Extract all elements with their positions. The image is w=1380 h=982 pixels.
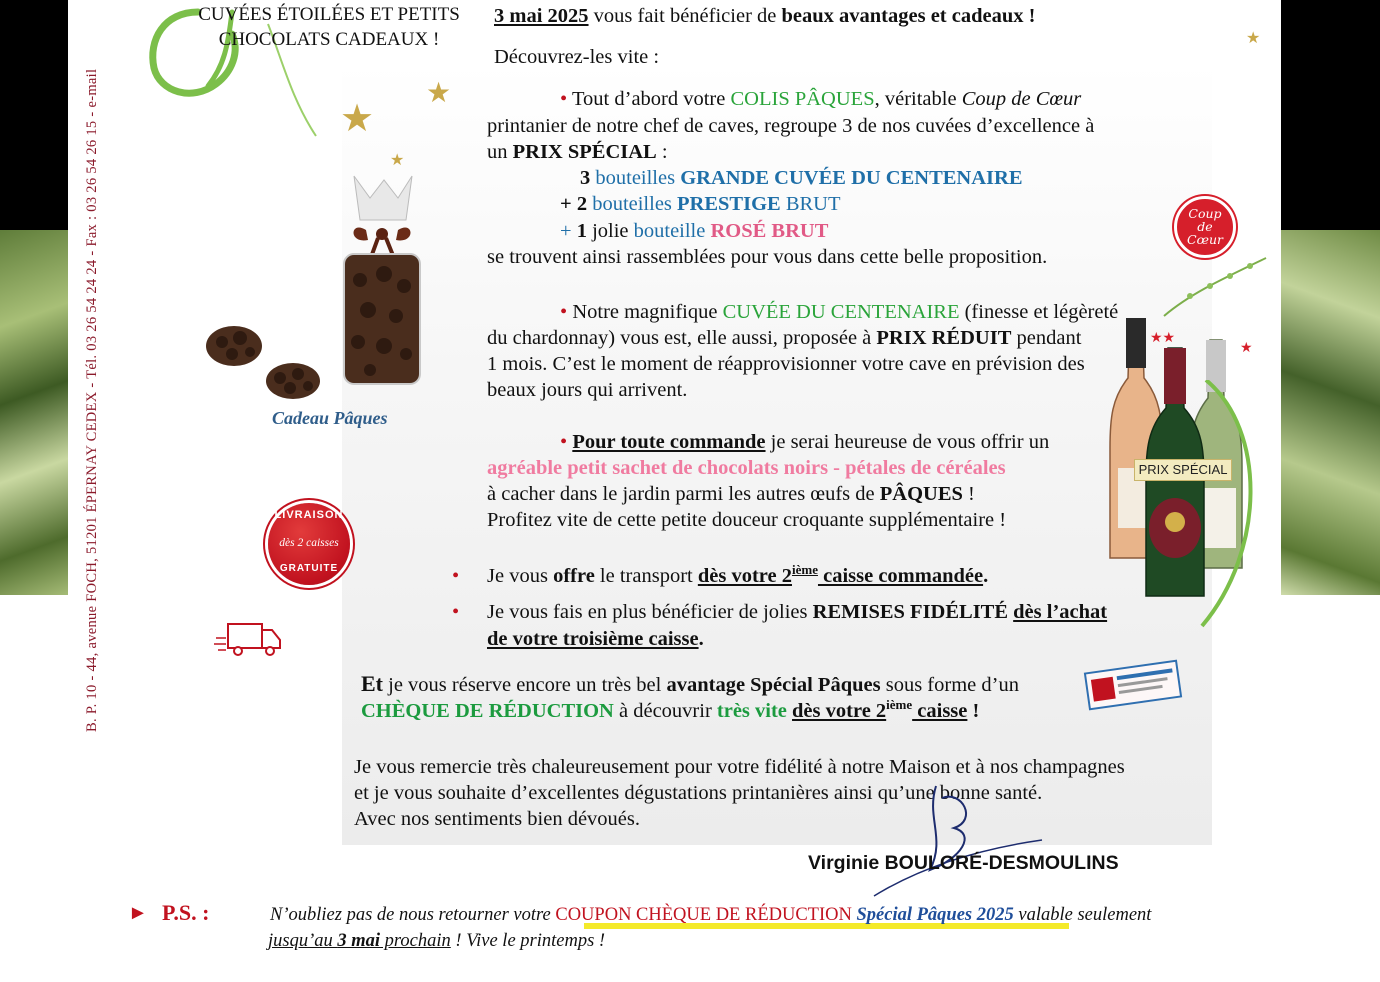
badge-bottom-text: GRATUITE xyxy=(279,563,339,574)
closing-line1: Je vous remercie très chaleureusement pour votre fidélité à notre Maison et à nos champagnes xyxy=(354,756,1125,778)
product-item-1 xyxy=(580,165,1023,191)
plus: + xyxy=(560,220,577,242)
background-leaf-right xyxy=(1281,230,1380,595)
text: bouteilles xyxy=(590,167,681,189)
date-text: 3 mai xyxy=(337,931,381,951)
ps-line2 xyxy=(268,929,605,954)
red-star-icon: ★★ xyxy=(1150,331,1176,346)
text: : xyxy=(656,141,668,163)
bullet2-line3: 1 mois. C’est le moment de réapprovisionner votre cave en prévision des xyxy=(487,353,1085,375)
text: ! xyxy=(962,483,975,505)
bullet5-line2 xyxy=(487,626,704,652)
tres-vite-text: très vite xyxy=(716,700,787,722)
cadeau-paques-label: Cadeau Pâques xyxy=(272,408,388,428)
caisse-text: caisse xyxy=(912,700,968,722)
bullet1-line2: printanier de notre chef de caves, regroupe 3 de nos cuvées d’excellence à xyxy=(487,115,1095,137)
gold-star-icon: ★ xyxy=(1246,30,1261,47)
et-text: Et xyxy=(361,671,383,696)
discover-line: Découvrez-les vite : xyxy=(494,46,660,68)
text: . xyxy=(983,565,989,587)
paques-text: PÂQUES xyxy=(879,483,963,505)
cheque-line2 xyxy=(361,698,979,724)
des-votre-text: dès votre 2 xyxy=(697,565,792,587)
des-lachat-text: dès l’achat xyxy=(1013,601,1108,623)
green-curl-decoration xyxy=(1196,380,1276,630)
background-black-left xyxy=(0,0,68,230)
handwritten-signature xyxy=(866,778,1046,898)
background-leaf-left xyxy=(0,230,68,595)
text: Je vous xyxy=(487,565,554,587)
product-item-2 xyxy=(560,191,841,217)
ps-label: P.S. : xyxy=(162,900,210,925)
address-sidebar: B. P. 10 - 44, avenue FOCH, 51201 ÉPERNAY CEDEX - Tél. 03 26 54 24 24 - Fax : 03 26 54 26 15 - e-mail xyxy=(84,68,100,732)
text: je vous réserve encore un très bel xyxy=(383,674,667,696)
promo-title-line2: CHOCOLATS CADEAUX ! xyxy=(218,29,440,50)
bullet-icon: • xyxy=(560,431,568,453)
intro-date: 3 mai 2025 xyxy=(494,5,589,27)
text: je serai heureuse de vous offrir un xyxy=(765,431,1050,453)
bullet-icon: • xyxy=(560,88,568,110)
closing-line3: Avec nos sentiments bien dévoués. xyxy=(354,808,640,830)
bullet3-chocolates: agréable petit sachet de chocolats noirs - pétales de céréales xyxy=(487,457,1006,479)
text: à découvrir xyxy=(613,700,717,722)
text: pendant xyxy=(1011,327,1082,349)
chocolate-bag-image xyxy=(340,170,424,390)
avantage-special-paques: avantage Spécial Pâques xyxy=(666,674,881,696)
badge-text: Cœur xyxy=(1187,232,1223,247)
text: ! xyxy=(967,700,980,722)
prix-special-label: PRIX SPÉCIAL xyxy=(1134,459,1232,481)
text: Tout d’abord votre xyxy=(571,88,731,110)
bullet1-closing: se trouvent ainsi rassemblées pour vous dans cette belle proposition. xyxy=(487,246,1048,268)
signature-name: Virginie BOULORÉ-DESMOULINS xyxy=(808,852,1119,874)
qty: 2 xyxy=(576,193,588,215)
text: N’oubliez pas de nous retourner votre xyxy=(270,905,556,925)
product-name: GRANDE CUVÉE DU CENTENAIRE xyxy=(680,167,1023,189)
gold-star-icon: ★ xyxy=(426,78,452,109)
troisieme-caisse-text: de votre troisième caisse xyxy=(487,628,699,650)
text: (finesse et légèreté xyxy=(959,301,1119,323)
green-sprig-decoration xyxy=(1160,250,1270,320)
bullet-icon: • xyxy=(452,565,460,587)
text: ! Vive le printemps ! xyxy=(450,931,606,951)
closing-line2: et je vous souhaite d’excellentes dégustations printanières ainsi qu’une bonne santé. xyxy=(354,782,1043,804)
ps-line1 xyxy=(270,903,1151,928)
text: un xyxy=(487,141,513,163)
badge-middle-text: dès 2 caisses xyxy=(279,537,339,549)
chocolate-cluster-image xyxy=(204,322,264,368)
qty: 3 xyxy=(580,167,591,189)
text: sous forme d’un xyxy=(880,674,1019,696)
text: Notre magnifique xyxy=(572,301,723,323)
promo-title xyxy=(198,2,460,52)
text: du chardonnay) vous est, elle aussi, proposée à xyxy=(487,327,877,349)
text: BRUT xyxy=(780,193,841,215)
bullet3-line4: Profitez vite de cette petite douceur croquante supplémentaire ! xyxy=(487,509,1007,531)
special-paques-text: Spécial Pâques 2025 xyxy=(856,905,1014,925)
free-delivery-badge xyxy=(268,503,350,585)
product-item-3 xyxy=(560,218,828,244)
promo-title-line1: CUVÉES ÉTOILÉES ET PETITS xyxy=(198,4,460,25)
delivery-truck-icon xyxy=(214,620,284,660)
ps-arrow-icon: ► xyxy=(128,902,148,924)
cuvee-centenaire: CUVÉE DU CENTENAIRE xyxy=(722,301,960,323)
bullet3-line1 xyxy=(560,429,1049,455)
badge-text: de xyxy=(1197,219,1213,234)
red-star-icon: ★ xyxy=(1240,341,1253,356)
product-name: ROSÉ BRUT xyxy=(710,220,829,242)
text: jolie xyxy=(586,220,634,242)
remises-fidelite: REMISES FIDÉLITÉ xyxy=(812,601,1009,623)
text: jusqu’au xyxy=(268,931,338,951)
prix-special-text: PRIX SPÉCIAL xyxy=(512,141,657,163)
text: bouteilles xyxy=(587,193,678,215)
bullet-icon: • xyxy=(452,601,460,623)
bullet3-line3 xyxy=(487,481,975,507)
bullet2-line2 xyxy=(487,325,1081,351)
text: prochain xyxy=(380,931,451,951)
prix-reduit-text: PRIX RÉDUIT xyxy=(876,327,1012,349)
gold-star-icon: ★ xyxy=(340,98,375,140)
caisse-commandee-text: caisse commandée xyxy=(817,565,984,587)
bullet5-line1 xyxy=(487,599,1107,625)
gold-star-icon: ★ xyxy=(390,152,405,169)
cheque-reduction-text: CHÈQUE DE RÉDUCTION xyxy=(361,700,614,722)
coupon-cheque-text: COUPON CHÈQUE DE RÉDUCTION xyxy=(555,905,852,925)
text: à cacher dans le jardin parmi les autres œufs de xyxy=(487,483,880,505)
colis-paques: COLIS PÂQUES xyxy=(730,88,875,110)
bullet2-line4: beaux jours qui arrivent. xyxy=(487,379,688,401)
qty: 1 xyxy=(576,220,587,242)
pour-toute-commande: Pour toute commande xyxy=(572,431,766,453)
cheque-line1 xyxy=(361,671,1019,698)
bullet2-line1 xyxy=(560,299,1118,325)
intro-text: vous fait bénéficier de xyxy=(588,5,782,27)
text: valable seulement xyxy=(1013,905,1152,925)
text: bouteille xyxy=(633,220,711,242)
badge-text: Coup xyxy=(1188,206,1222,221)
bullet-icon: • xyxy=(560,301,568,323)
bullet1-line3 xyxy=(487,139,668,165)
text: le transport xyxy=(594,565,698,587)
intro-bold: beaux avantages et cadeaux ! xyxy=(781,5,1036,27)
sup-text: ième xyxy=(791,562,818,578)
text: Je vous fais en plus bénéficier de jolies xyxy=(487,601,813,623)
des-votre-text: dès votre 2 xyxy=(792,700,887,722)
background-black-right xyxy=(1281,0,1380,230)
coup-de-coeur-badge xyxy=(1174,196,1236,258)
bullet1-line1 xyxy=(560,86,1081,112)
bullet4-line xyxy=(487,563,988,589)
badge-top-text: LIVRAISON xyxy=(274,509,344,521)
chocolate-cluster-image xyxy=(264,360,322,400)
intro-line xyxy=(494,3,1035,29)
product-name: PRESTIGE xyxy=(677,193,781,215)
text: , véritable xyxy=(874,88,962,110)
plus: + xyxy=(560,193,577,215)
text: . xyxy=(698,628,704,650)
coup-de-coeur-text: Coup de Cœur xyxy=(961,88,1082,110)
offre-text: offre xyxy=(553,565,595,587)
sup-text: ième xyxy=(886,697,913,713)
